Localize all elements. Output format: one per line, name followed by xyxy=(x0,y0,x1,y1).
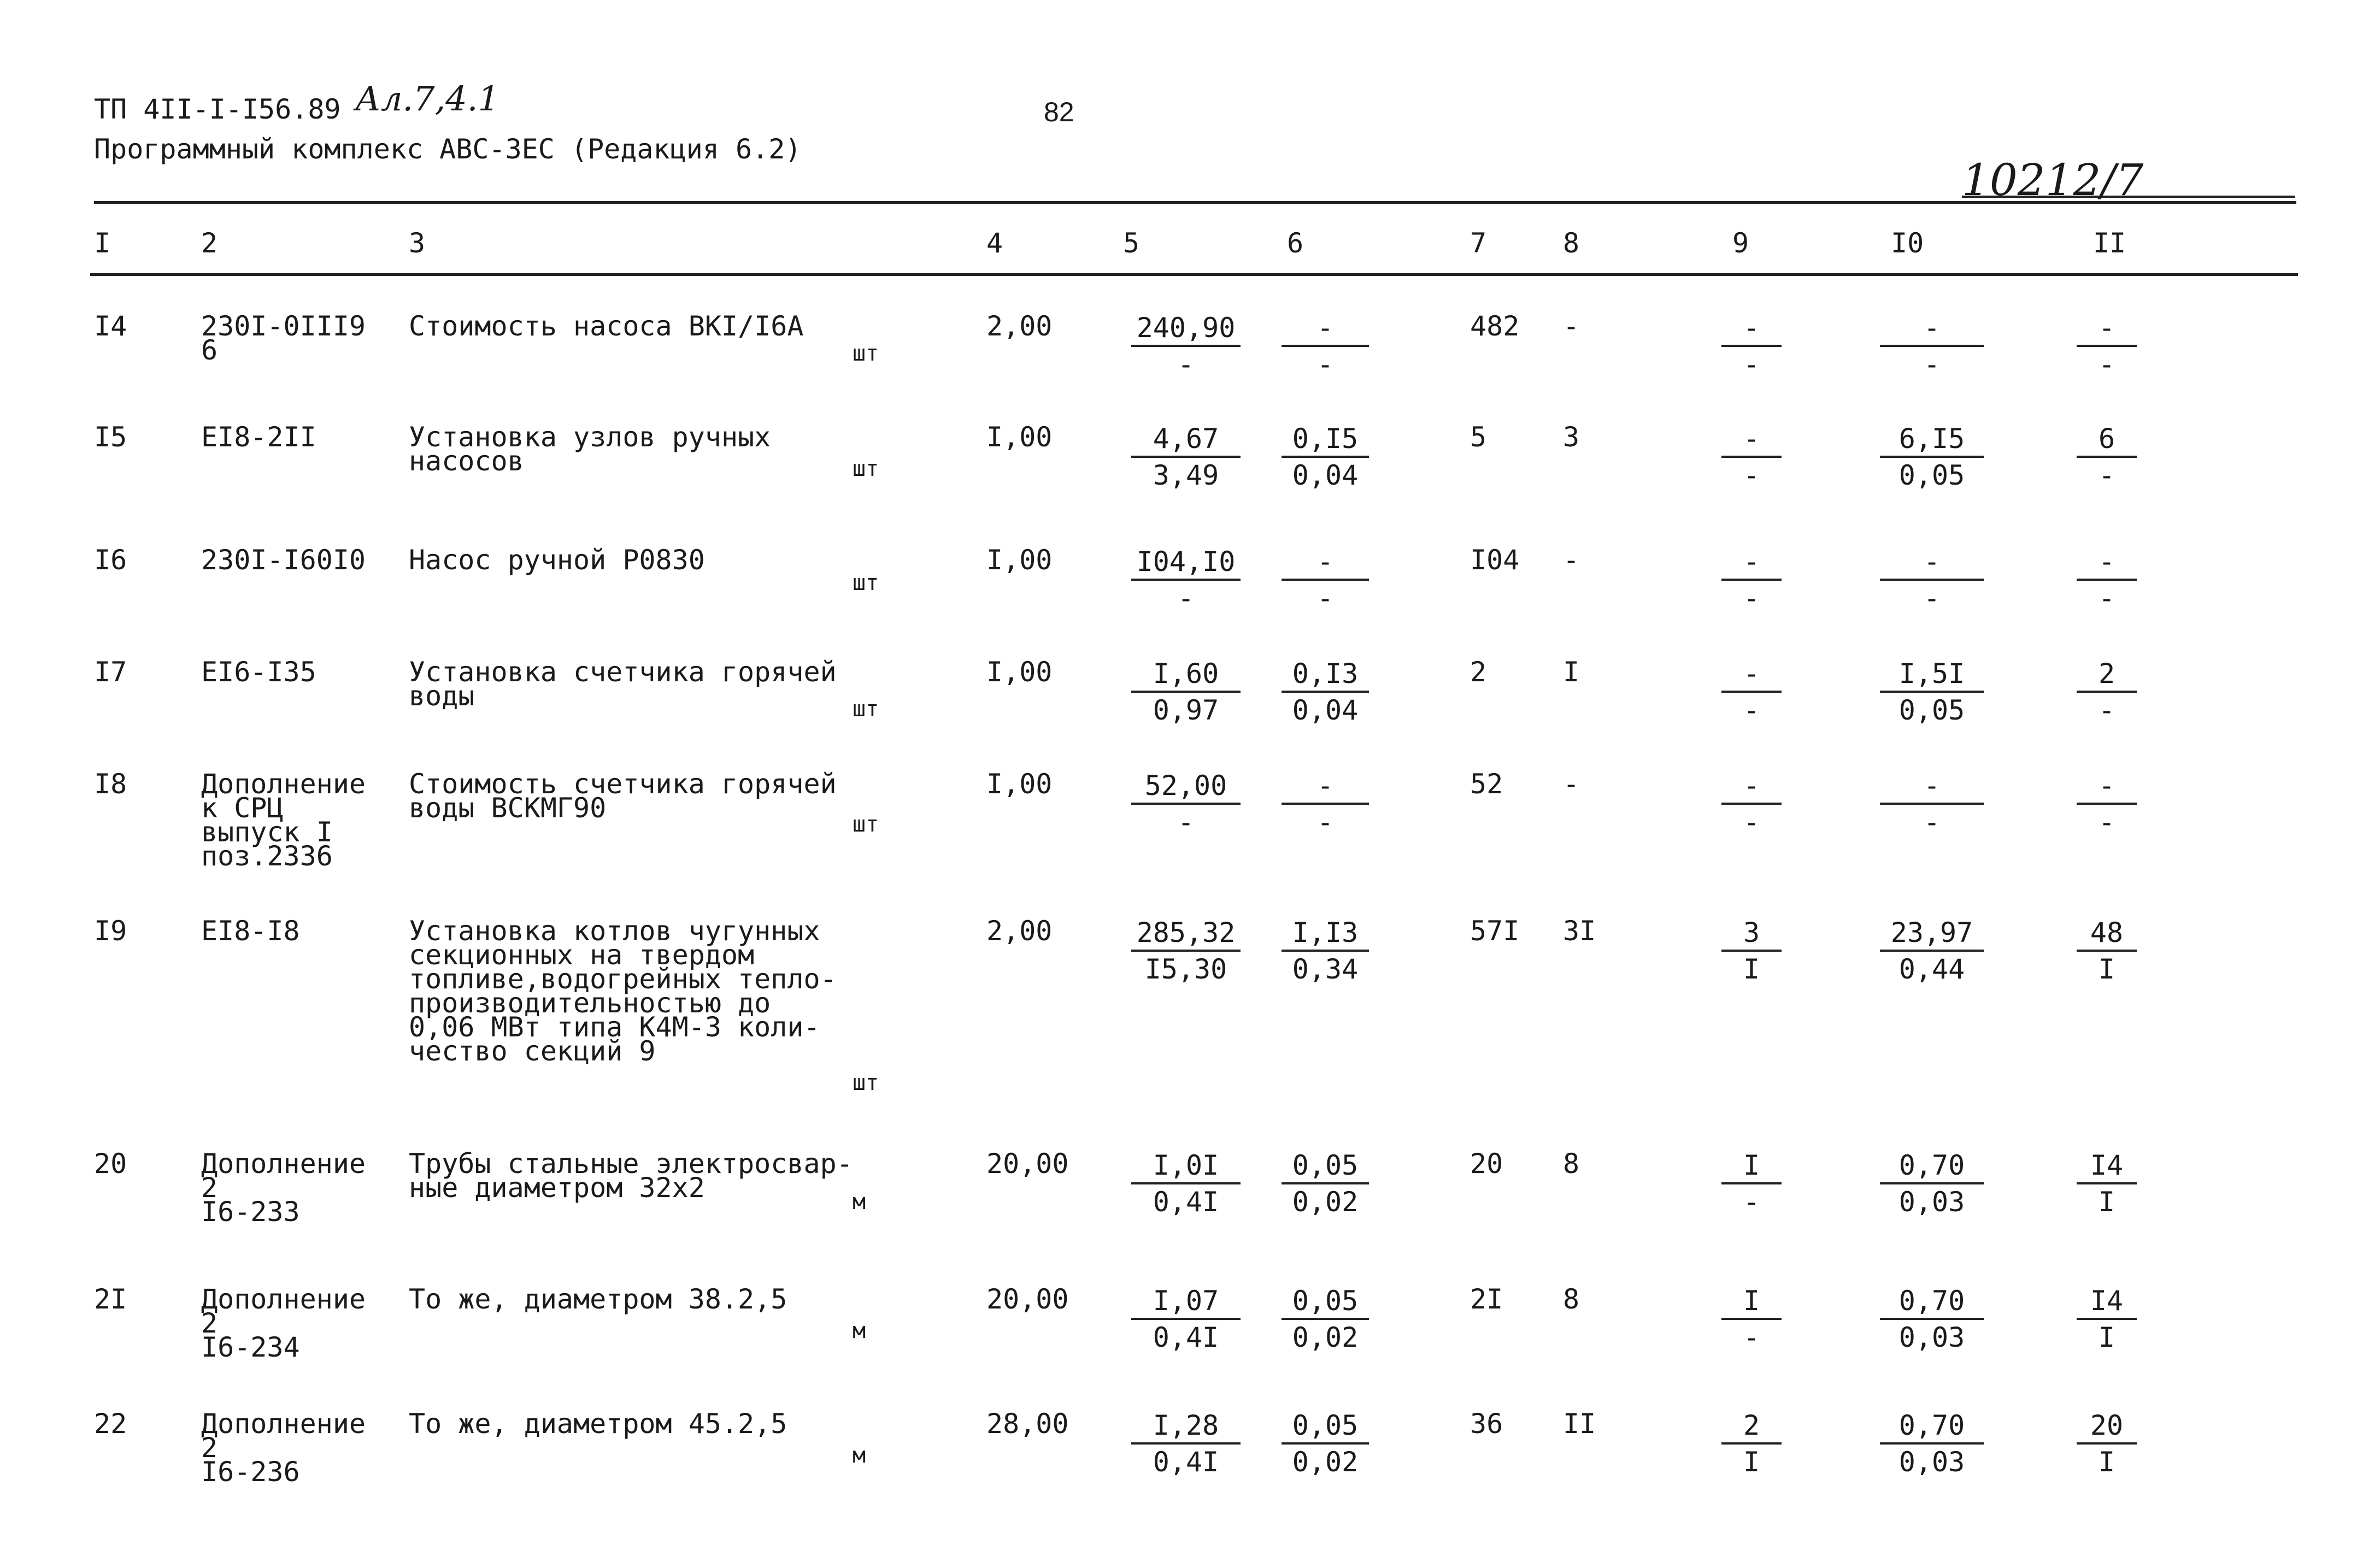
fraction-cell-c10 xyxy=(1880,425,1984,493)
c6-numerator: - xyxy=(1282,548,1369,581)
quantity: 20,00 xyxy=(986,1148,1069,1180)
rate-code-line: 2 xyxy=(201,1432,218,1464)
rate-code xyxy=(201,421,316,453)
unit-of-measure: шт xyxy=(853,570,879,596)
labor-total: 3 xyxy=(1563,421,1580,453)
row-number: I4 xyxy=(94,310,127,342)
labor-total: - xyxy=(1563,544,1580,576)
rate-code-line: 2 xyxy=(201,1172,218,1204)
c10-denominator: 0,03 xyxy=(1898,1186,1965,1218)
fraction-cell-c9 xyxy=(1721,425,1782,493)
rate-code-line: ЕI6-I35 xyxy=(201,656,316,688)
total-cost: 20 xyxy=(1470,1148,1503,1180)
c11-denominator: I xyxy=(2098,1446,2115,1478)
fraction-cell-c10 xyxy=(1880,1287,1984,1355)
total-cost: 482 xyxy=(1470,310,1520,342)
fraction-cell-c6 xyxy=(1282,1412,1369,1479)
fraction-cell-c9 xyxy=(1721,314,1782,382)
c10-denominator: 0,05 xyxy=(1898,459,1965,491)
description-line: Трубы стальные электросвар- xyxy=(409,1148,853,1180)
c9-numerator: - xyxy=(1721,772,1782,805)
rate-code-line: ЕI8-I8 xyxy=(201,915,300,947)
rate-code-line: ЕI8-2II xyxy=(201,421,316,453)
c10-numerator: - xyxy=(1880,548,1984,581)
table-row xyxy=(0,1408,2363,1521)
table-row xyxy=(0,656,2363,769)
unit-of-measure: м xyxy=(853,1443,866,1468)
c11-denominator: - xyxy=(2098,582,2115,614)
rate-code-line: 230I-0III9 xyxy=(201,310,366,342)
fraction-cell-c6 xyxy=(1282,548,1369,616)
c10-denominator: - xyxy=(1923,582,1941,614)
quantity: 28,00 xyxy=(986,1408,1069,1440)
c11-denominator: I xyxy=(2098,953,2115,985)
fraction-cell-c11 xyxy=(2077,548,2137,616)
fraction-cell-c6 xyxy=(1282,425,1369,493)
document-code: ТП 4II-I-I56.89 xyxy=(94,93,341,125)
table-top-rule xyxy=(94,201,2296,204)
c5-denominator: 0,4I xyxy=(1153,1446,1219,1478)
c5-numerator: 52,00 xyxy=(1131,772,1241,805)
c10-numerator: - xyxy=(1880,772,1984,805)
fraction-cell-c5 xyxy=(1131,1287,1241,1355)
description-line: Установка счетчика горячей xyxy=(409,656,837,688)
c10-numerator: 0,70 xyxy=(1880,1412,1984,1445)
rate-code-line: I6-234 xyxy=(201,1331,300,1363)
c9-numerator: - xyxy=(1721,425,1782,458)
description-line: Стоимость счетчика горячей xyxy=(409,768,837,800)
description-line: Стоимость насоса ВКI/I6А xyxy=(409,310,804,342)
labor-total: - xyxy=(1563,768,1580,800)
c11-denominator: - xyxy=(2098,459,2115,491)
c6-denominator: 0,02 xyxy=(1292,1446,1359,1478)
rate-code-line: Дополнение xyxy=(201,1148,366,1180)
c11-numerator: - xyxy=(2077,772,2137,805)
c6-denominator: 0,34 xyxy=(1292,953,1359,985)
quantity: I,00 xyxy=(986,656,1053,688)
item-description xyxy=(409,768,837,824)
rate-code xyxy=(201,544,366,576)
row-number: I9 xyxy=(94,915,127,947)
row-number: I5 xyxy=(94,421,127,453)
row-number: 22 xyxy=(94,1408,127,1440)
total-cost: 57I xyxy=(1470,915,1520,947)
fraction-cell-c9 xyxy=(1721,660,1782,728)
fraction-cell-c10 xyxy=(1880,1152,1984,1219)
c5-numerator: I,07 xyxy=(1131,1287,1241,1320)
item-description xyxy=(409,544,705,576)
c9-denominator: I xyxy=(1743,1446,1760,1478)
quantity: I,00 xyxy=(986,544,1053,576)
rate-code-line: 2 xyxy=(201,1307,218,1339)
c5-numerator: 4,67 xyxy=(1131,425,1241,458)
unit-of-measure: шт xyxy=(853,812,879,837)
column-header-7: 7 xyxy=(1470,227,1487,259)
c6-denominator: - xyxy=(1316,806,1334,838)
rate-code-line: выпуск I xyxy=(201,816,333,848)
fraction-cell-c6 xyxy=(1282,919,1369,987)
item-description xyxy=(409,421,771,477)
c5-numerator: I04,I0 xyxy=(1131,548,1241,581)
c11-numerator: - xyxy=(2077,314,2137,347)
c6-denominator: 0,02 xyxy=(1292,1186,1359,1218)
c11-numerator: - xyxy=(2077,548,2137,581)
fraction-cell-c6 xyxy=(1282,1152,1369,1219)
fraction-cell-c11 xyxy=(2077,772,2137,840)
column-header-4: 4 xyxy=(986,227,1003,259)
table-row xyxy=(0,421,2363,534)
quantity: 20,00 xyxy=(986,1283,1069,1315)
c11-denominator: - xyxy=(2098,806,2115,838)
fraction-cell-c5 xyxy=(1131,425,1241,493)
c5-numerator: 285,32 xyxy=(1131,919,1241,952)
c9-numerator: 3 xyxy=(1721,919,1782,952)
c11-denominator: - xyxy=(2098,694,2115,726)
fraction-cell-c10 xyxy=(1880,314,1984,382)
fraction-cell-c11 xyxy=(2077,425,2137,493)
rate-code-line: к СРЦ xyxy=(201,792,284,824)
c5-denominator: 3,49 xyxy=(1153,459,1219,491)
rate-code xyxy=(201,1283,366,1363)
c5-numerator: I,28 xyxy=(1131,1412,1241,1445)
c11-numerator: 2 xyxy=(2077,660,2137,693)
c9-numerator: - xyxy=(1721,660,1782,693)
c10-numerator: 23,97 xyxy=(1880,919,1984,952)
c11-numerator: 48 xyxy=(2077,919,2137,952)
c9-numerator: - xyxy=(1721,548,1782,581)
quantity: I,00 xyxy=(986,768,1053,800)
fraction-cell-c5 xyxy=(1131,548,1241,616)
fraction-cell-c9 xyxy=(1721,1412,1782,1479)
c9-numerator: - xyxy=(1721,314,1782,347)
column-header-11: II xyxy=(2093,227,2126,259)
item-description xyxy=(409,656,837,712)
description-line: ные диаметром 32х2 xyxy=(409,1172,705,1204)
rate-code xyxy=(201,1148,366,1228)
description-line: насосов xyxy=(409,445,524,477)
fraction-cell-c5 xyxy=(1131,1412,1241,1479)
c10-numerator: 0,70 xyxy=(1880,1152,1984,1184)
table-row xyxy=(0,544,2363,657)
fraction-cell-c11 xyxy=(2077,919,2137,987)
column-header-8: 8 xyxy=(1563,227,1580,259)
fraction-cell-c9 xyxy=(1721,548,1782,616)
c6-denominator: 0,04 xyxy=(1292,459,1359,491)
c9-denominator: - xyxy=(1743,1322,1760,1353)
c6-numerator: 0,05 xyxy=(1282,1412,1369,1445)
rate-code xyxy=(201,310,366,366)
description-line: воды xyxy=(409,680,475,712)
labor-total: 3I xyxy=(1563,915,1596,947)
table-row xyxy=(0,915,2363,1095)
labor-total: II xyxy=(1563,1408,1596,1440)
fraction-cell-c11 xyxy=(2077,1152,2137,1219)
table-row xyxy=(0,1148,2363,1261)
quantity: 2,00 xyxy=(986,310,1053,342)
description-line: воды ВСКМГ90 xyxy=(409,792,607,824)
total-cost: 5 xyxy=(1470,421,1487,453)
fraction-cell-c9 xyxy=(1721,1152,1782,1219)
c11-numerator: I4 xyxy=(2077,1287,2137,1320)
c9-denominator: - xyxy=(1743,459,1760,491)
c6-denominator: - xyxy=(1316,349,1334,380)
header-bottom-rule xyxy=(90,273,2298,276)
fraction-cell-c9 xyxy=(1721,919,1782,987)
rate-code-line: Дополнение xyxy=(201,768,366,800)
c9-denominator: - xyxy=(1743,349,1760,380)
item-description xyxy=(409,310,804,342)
c9-denominator: - xyxy=(1743,694,1760,726)
rate-code-line: 230I-I60I0 xyxy=(201,544,366,576)
fraction-cell-c10 xyxy=(1880,548,1984,616)
column-header-3: 3 xyxy=(409,227,426,259)
fraction-cell-c11 xyxy=(2077,1412,2137,1479)
labor-total: 8 xyxy=(1563,1283,1580,1315)
c9-denominator: I xyxy=(1743,953,1760,985)
fraction-cell-c5 xyxy=(1131,314,1241,382)
fraction-cell-c5 xyxy=(1131,1152,1241,1219)
rate-code-line: Дополнение xyxy=(201,1283,366,1315)
unit-of-measure: м xyxy=(853,1318,866,1343)
row-number: 20 xyxy=(94,1148,127,1180)
c5-denominator: 0,97 xyxy=(1153,694,1219,726)
rate-code-line: поз.2336 xyxy=(201,840,333,872)
fraction-cell-c10 xyxy=(1880,772,1984,840)
column-header-9: 9 xyxy=(1732,227,1749,259)
row-number: 2I xyxy=(94,1283,127,1315)
column-header-5: 5 xyxy=(1123,227,1140,259)
fraction-cell-c9 xyxy=(1721,772,1782,840)
c10-numerator: - xyxy=(1880,314,1984,347)
c5-denominator: - xyxy=(1177,349,1195,380)
fraction-cell-c5 xyxy=(1131,772,1241,840)
rate-code xyxy=(201,1408,366,1488)
fraction-cell-c10 xyxy=(1880,919,1984,987)
description-line: производительностью до xyxy=(409,987,771,1019)
column-header-1: I xyxy=(94,227,111,259)
rate-code-line: I6-233 xyxy=(201,1196,300,1228)
description-line: То же, диаметром 45.2,5 xyxy=(409,1408,787,1440)
column-header-2: 2 xyxy=(201,227,218,259)
quantity: 2,00 xyxy=(986,915,1053,947)
labor-total: - xyxy=(1563,310,1580,342)
fraction-cell-c11 xyxy=(2077,660,2137,728)
page-number: 82 xyxy=(1044,97,1074,127)
fraction-cell-c6 xyxy=(1282,660,1369,728)
fraction-cell-c11 xyxy=(2077,314,2137,382)
total-cost: 52 xyxy=(1470,768,1503,800)
fraction-cell-c10 xyxy=(1880,1412,1984,1479)
total-cost: 36 xyxy=(1470,1408,1503,1440)
description-line: Установка узлов ручных xyxy=(409,421,771,453)
rate-code-line: Дополнение xyxy=(201,1408,366,1440)
item-description xyxy=(409,915,837,1067)
labor-total: I xyxy=(1563,656,1580,688)
table-row xyxy=(0,310,2363,423)
c6-numerator: I,I3 xyxy=(1282,919,1369,952)
fraction-cell-c6 xyxy=(1282,772,1369,840)
unit-of-measure: м xyxy=(853,1189,866,1215)
total-cost: 2I xyxy=(1470,1283,1503,1315)
rate-code xyxy=(201,915,300,947)
c6-numerator: - xyxy=(1282,772,1369,805)
c6-denominator: 0,04 xyxy=(1292,694,1359,726)
c11-numerator: I4 xyxy=(2077,1152,2137,1184)
fraction-cell-c6 xyxy=(1282,1287,1369,1355)
description-line: чество секций 9 xyxy=(409,1035,656,1067)
c6-numerator: - xyxy=(1282,314,1369,347)
description-line: топливе,водогрейных тепло- xyxy=(409,963,837,995)
description-line: Насос ручной Р0830 xyxy=(409,544,705,576)
c10-denominator: 0,44 xyxy=(1898,953,1965,985)
description-line: То же, диаметром 38.2,5 xyxy=(409,1283,787,1315)
column-header-6: 6 xyxy=(1287,227,1304,259)
column-header-10: I0 xyxy=(1891,227,1924,259)
c9-numerator: I xyxy=(1721,1287,1782,1320)
total-cost: 2 xyxy=(1470,656,1487,688)
c6-denominator: 0,02 xyxy=(1292,1322,1359,1353)
c11-denominator: I xyxy=(2098,1186,2115,1218)
c5-denominator: I5,30 xyxy=(1144,953,1227,985)
c9-denominator: - xyxy=(1743,1186,1760,1218)
unit-of-measure: шт xyxy=(853,697,879,722)
c6-denominator: - xyxy=(1316,582,1334,614)
item-description xyxy=(409,1148,853,1204)
c5-numerator: I,0I xyxy=(1131,1152,1241,1184)
description-line: 0,06 МВт типа К4М-3 коли- xyxy=(409,1011,820,1043)
handwritten-underline xyxy=(1962,196,2295,198)
row-number: I7 xyxy=(94,656,127,688)
c9-denominator: - xyxy=(1743,582,1760,614)
rate-code-line: I6-236 xyxy=(201,1456,300,1488)
c10-denominator: 0,03 xyxy=(1898,1322,1965,1353)
c10-denominator: 0,03 xyxy=(1898,1446,1965,1478)
fraction-cell-c11 xyxy=(2077,1287,2137,1355)
unit-of-measure: шт xyxy=(853,1070,879,1095)
c11-numerator: 6 xyxy=(2077,425,2137,458)
row-number: I8 xyxy=(94,768,127,800)
program-line: Программный комплекс АВС-ЗЕС (Редакция 6.2) xyxy=(94,133,802,165)
c10-denominator: - xyxy=(1923,806,1941,838)
c5-denominator: - xyxy=(1177,806,1195,838)
labor-total: 8 xyxy=(1563,1148,1580,1180)
unit-of-measure: шт xyxy=(853,456,879,481)
quantity: I,00 xyxy=(986,421,1053,453)
rate-code-line: 6 xyxy=(201,334,218,366)
fraction-cell-c6 xyxy=(1282,314,1369,382)
fraction-cell-c5 xyxy=(1131,919,1241,987)
c5-numerator: 240,90 xyxy=(1131,314,1241,347)
c9-denominator: - xyxy=(1743,806,1760,838)
fraction-cell-c9 xyxy=(1721,1287,1782,1355)
row-number: I6 xyxy=(94,544,127,576)
c5-denominator: 0,4I xyxy=(1153,1322,1219,1353)
c6-numerator: 0,I3 xyxy=(1282,660,1369,693)
description-line: секционных на твердом xyxy=(409,939,755,971)
fraction-cell-c5 xyxy=(1131,660,1241,728)
c10-numerator: 0,70 xyxy=(1880,1287,1984,1320)
handwritten-reference: Ал.7,4.1 xyxy=(355,79,499,119)
c9-numerator: I xyxy=(1721,1152,1782,1184)
c6-numerator: 0,05 xyxy=(1282,1287,1369,1320)
total-cost: I04 xyxy=(1470,544,1520,576)
fraction-cell-c10 xyxy=(1880,660,1984,728)
item-description xyxy=(409,1283,787,1315)
c6-numerator: 0,05 xyxy=(1282,1152,1369,1184)
rate-code xyxy=(201,768,366,872)
c11-denominator: I xyxy=(2098,1322,2115,1353)
item-description xyxy=(409,1408,787,1440)
c10-numerator: 6,I5 xyxy=(1880,425,1984,458)
description-line: Установка котлов чугунных xyxy=(409,915,820,947)
c11-denominator: - xyxy=(2098,349,2115,380)
c10-denominator: - xyxy=(1923,349,1941,380)
c9-numerator: 2 xyxy=(1721,1412,1782,1445)
c5-denominator: 0,4I xyxy=(1153,1186,1219,1218)
handwritten-number: 10212/7 xyxy=(1962,155,2144,205)
c6-numerator: 0,I5 xyxy=(1282,425,1369,458)
rate-code xyxy=(201,656,316,688)
unit-of-measure: шт xyxy=(853,341,879,366)
c5-numerator: I,60 xyxy=(1131,660,1241,693)
c11-numerator: 20 xyxy=(2077,1412,2137,1445)
c10-denominator: 0,05 xyxy=(1898,694,1965,726)
table-row xyxy=(0,768,2363,881)
c10-numerator: I,5I xyxy=(1880,660,1984,693)
table-row xyxy=(0,1283,2363,1396)
c5-denominator: - xyxy=(1177,582,1195,614)
